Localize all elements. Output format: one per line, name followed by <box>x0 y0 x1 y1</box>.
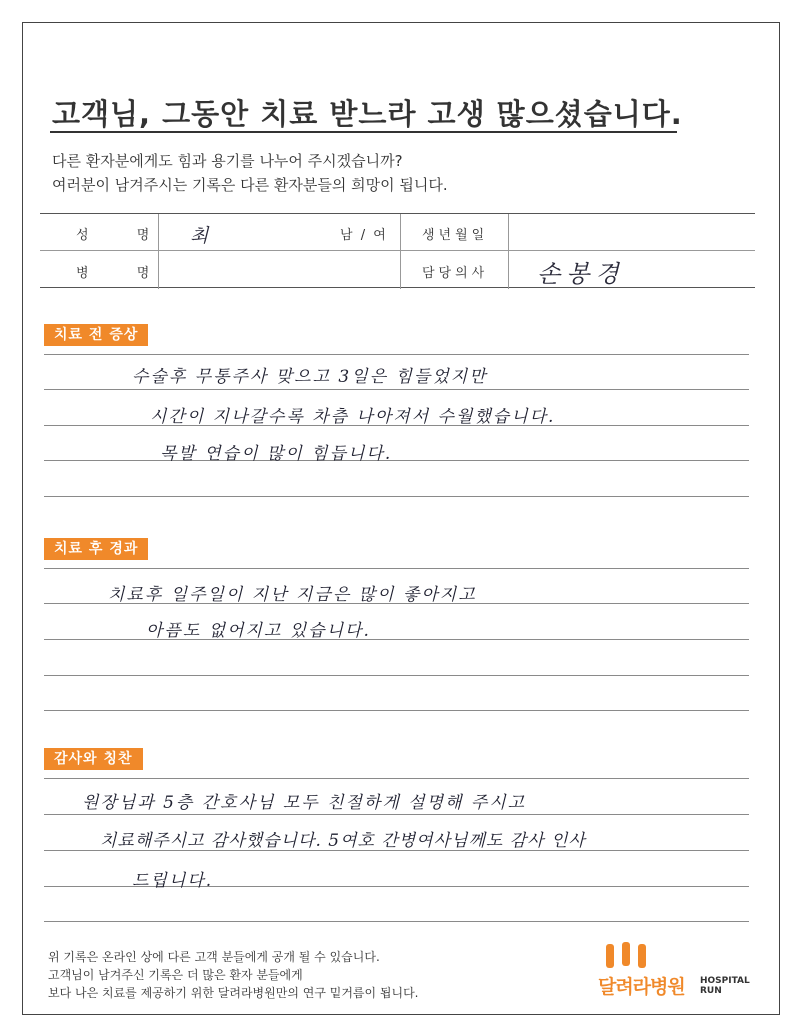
doctor-value[interactable]: 손봉경 <box>537 260 625 288</box>
thanks-line-2[interactable]: 치료해주시고 감사했습니다. 5여호 간병여사님께도 감사 인사 <box>100 831 586 851</box>
table-divider <box>508 214 509 289</box>
section-badge-before: 치료 전 증상 <box>44 324 148 346</box>
doctor-label: 담당의사 <box>422 266 489 281</box>
footer-line-3: 보다 나은 치료를 제공하기 위한 달려라병원만의 연구 밑거름이 됩니다. <box>48 986 419 1000</box>
before-line-2[interactable]: 시간이 지나갈수록 차츰 나아져서 수월했습니다. <box>150 407 556 427</box>
writing-rule <box>44 921 749 922</box>
title-underline <box>50 131 677 133</box>
logo-english: HOSPITAL RUN <box>700 976 750 996</box>
gender-label[interactable]: 남 / 여 <box>340 228 388 243</box>
section-badge-after: 치료 후 경과 <box>44 538 148 560</box>
name-value[interactable]: 최 <box>190 225 209 247</box>
intro-line-1: 다른 환자분에게도 힘과 용기를 나누어 주시겠습니까? <box>52 152 403 170</box>
writing-rule <box>44 568 749 569</box>
table-divider <box>400 214 401 289</box>
section-badge-thanks: 감사와 칭찬 <box>44 748 143 770</box>
footer-line-2: 고객님이 남겨주신 기록은 더 많은 환자 분들에게 <box>48 968 303 982</box>
footer-line-1: 위 기록은 온라인 상에 다른 고객 분들에게 공개 될 수 있습니다. <box>48 950 380 964</box>
disease-label: 병 명 <box>76 266 172 281</box>
logo-name: 달려라병원 <box>598 976 685 998</box>
hospital-logo <box>598 942 758 1002</box>
writing-rule <box>44 354 749 355</box>
writing-rule <box>44 710 749 711</box>
writing-rule <box>44 496 749 497</box>
writing-rule <box>44 778 749 779</box>
before-line-1[interactable]: 수술후 무통주사 맞으고 3일은 힘들었지만 <box>132 367 488 387</box>
name-label: 성 명 <box>76 228 172 243</box>
writing-rule <box>44 814 749 815</box>
birth-label: 생년월일 <box>422 228 489 243</box>
thanks-line-1[interactable]: 원장님과 5층 간호사님 모두 친절하게 설명해 주시고 <box>82 793 527 813</box>
patient-info-table <box>40 213 755 288</box>
intro-line-2: 여러분이 남겨주시는 기록은 다른 환자분들의 희망이 됩니다. <box>52 176 448 194</box>
writing-rule <box>44 675 749 676</box>
thanks-line-3[interactable]: 드립니다. <box>132 871 214 891</box>
after-line-2[interactable]: 아픔도 없어지고 있습니다. <box>146 621 371 641</box>
writing-rule <box>44 389 749 390</box>
writing-rule <box>44 460 749 461</box>
before-line-3[interactable]: 목발 연습이 많이 힘듭니다. <box>160 444 393 464</box>
after-line-1[interactable]: 치료후 일주일이 지난 지금은 많이 좋아지고 <box>108 585 477 605</box>
form-title: 고객님, 그동안 치료 받느라 고생 많으셨습니다. <box>52 97 683 131</box>
